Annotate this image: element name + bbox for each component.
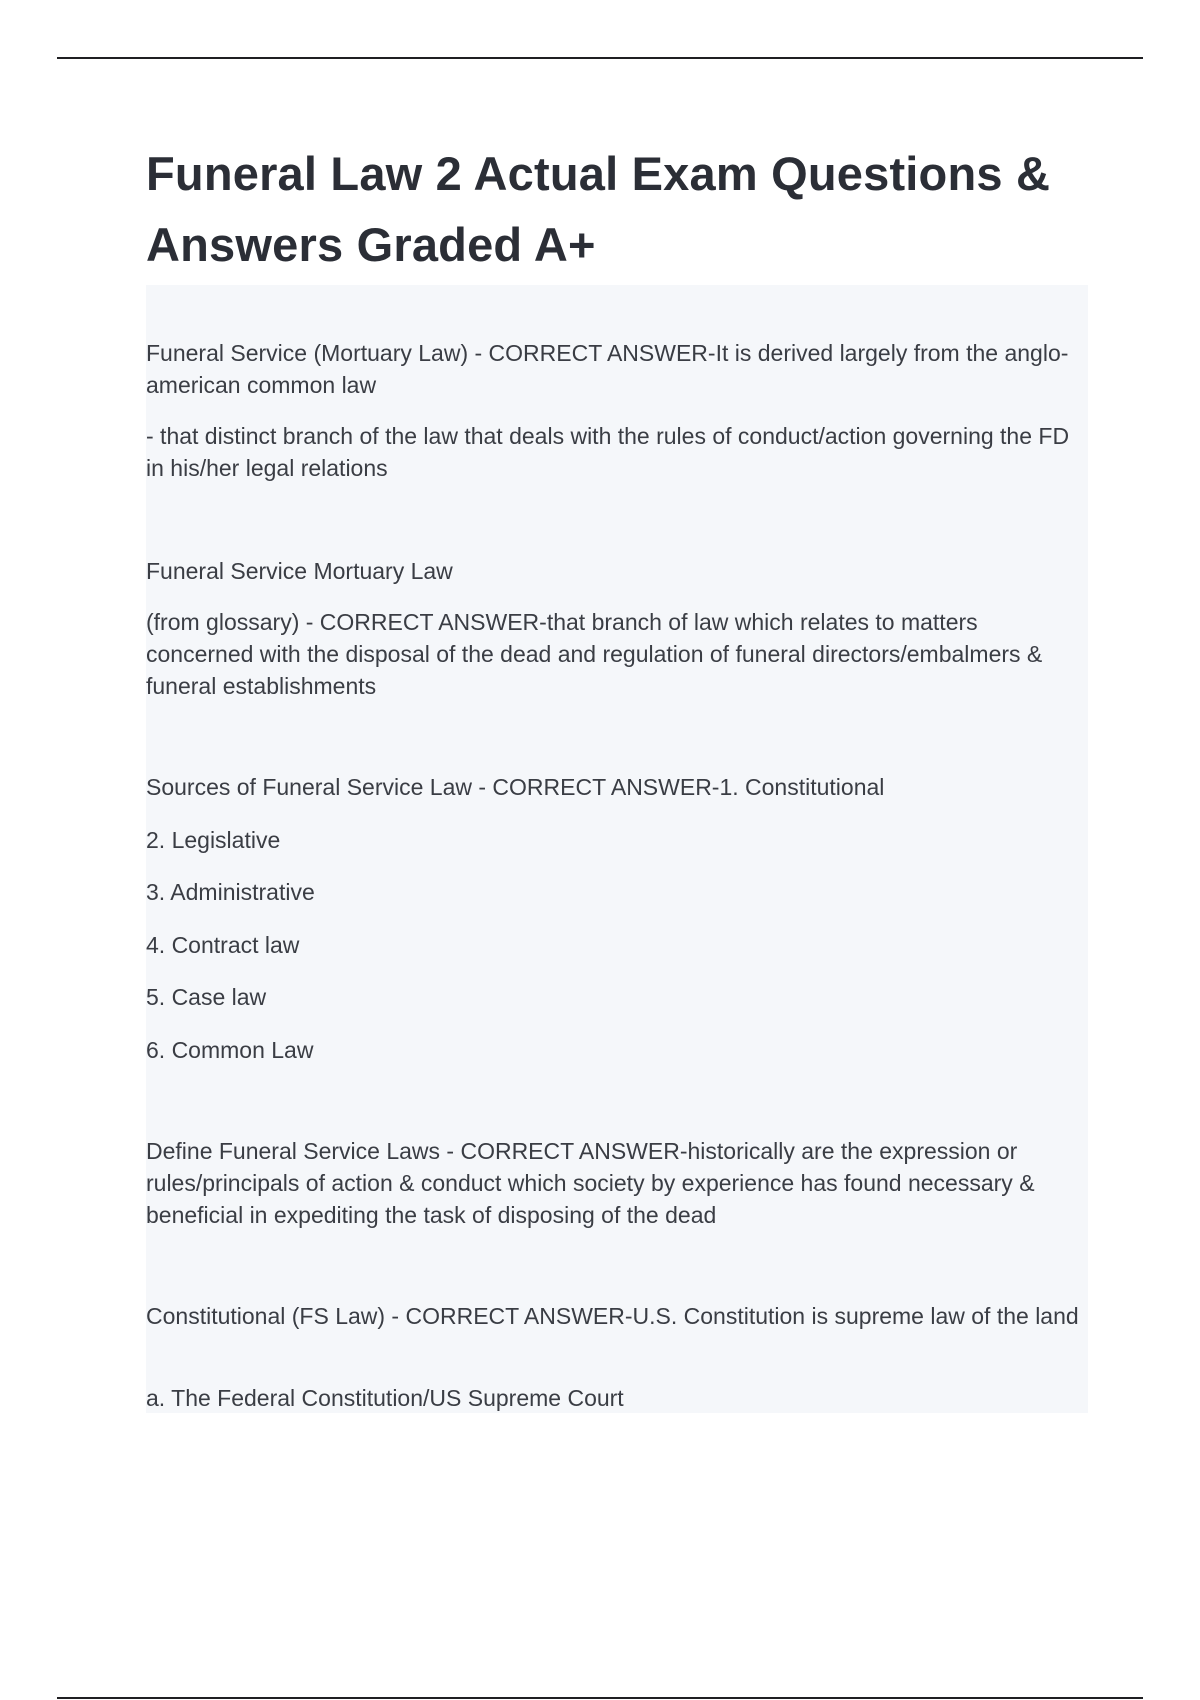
footer-rule	[57, 1697, 1143, 1699]
qa-entry	[146, 555, 1088, 587]
entry-text: (from glossary) - CORRECT ANSWER-that branch of law which relates to matters concerned with the disposal of the dead and regulation of funeral directors/embalmers & funeral establishments	[146, 609, 1043, 699]
list-item: 3. Administrative	[146, 879, 315, 905]
entry-text: Funeral Service (Mortuary Law) - CORRECT ANSWER-It is derived largely from the anglo-american common law	[146, 340, 1069, 398]
qa-entry	[146, 337, 1088, 401]
qa-entry-continuation	[146, 606, 1088, 702]
qa-entry	[146, 771, 1088, 803]
list-item: 2. Legislative	[146, 827, 281, 853]
entry-text: Sources of Funeral Service Law - CORRECT ANSWER-1. Constitutional	[146, 774, 885, 800]
list-item: 5. Case law	[146, 984, 267, 1010]
entry-text: Define Funeral Service Laws - CORRECT ANSWER-historically are the expression or rules/principals of action & conduct which society by experience has found necessary & beneficial in expediting the task of disposing of the dead	[146, 1138, 1035, 1228]
header-rule	[57, 57, 1143, 59]
entry-text: Constitutional (FS Law) - CORRECT ANSWER-U.S. Constitution is supreme law of the land	[146, 1303, 1079, 1329]
page-title: Funeral Law 2 Actual Exam Questions & Answers Graded A+	[146, 147, 1051, 271]
list-item: 4. Contract law	[146, 932, 300, 958]
qa-entry-continuation	[146, 420, 1088, 484]
qa-content	[146, 285, 1088, 1413]
qa-entry	[146, 1300, 1088, 1332]
entry-text: a. The Federal Constitution/US Supreme Court	[146, 1385, 624, 1411]
entry-text: Funeral Service Mortuary Law	[146, 558, 453, 584]
list-item: 6. Common Law	[146, 1037, 314, 1063]
qa-entry	[146, 1135, 1088, 1231]
entry-text: - that distinct branch of the law that deals with the rules of conduct/action governing the FD in his/her legal relations	[146, 423, 1070, 481]
qa-entry-continuation	[146, 1382, 1088, 1414]
